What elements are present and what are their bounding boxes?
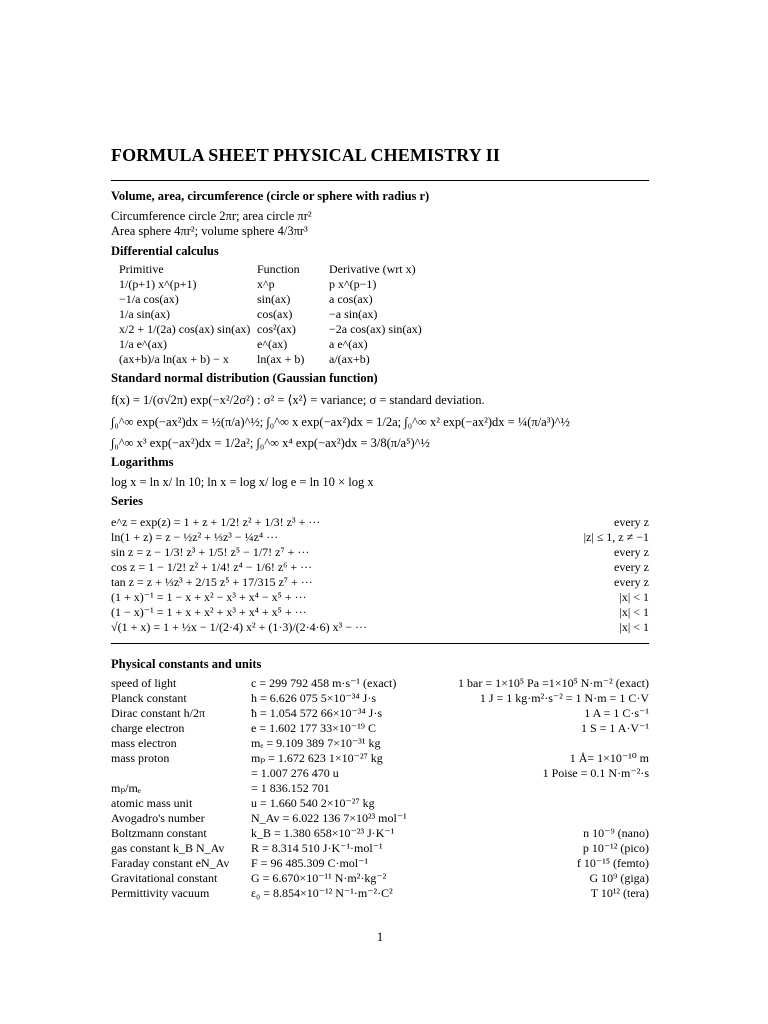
unit-note: f 10⁻¹⁵ (femto) [576,856,649,870]
constant-row [111,751,649,765]
section-heading-volume: Volume, area, circumference (circle or sphere with radius r) [111,189,430,203]
table-row [111,307,649,321]
constant-value: ε₀ = 8.854×10⁻¹² N⁻¹·m⁻²·C² [251,886,393,900]
primitive-cell: −1/a cos(ax) [119,292,179,306]
formula-line: Area sphere 4πr²; volume sphere 4/3πr³ [111,224,308,238]
column-header-function: Function [257,262,300,276]
series-condition: every z [614,545,649,559]
constant-value: mₚ = 1.672 623 1×10⁻²⁷ kg [251,751,383,765]
unit-note: 1 S = 1 A·V⁻¹ [580,721,649,735]
constant-row [111,706,649,720]
divider [111,180,649,181]
constant-name: mass proton [111,751,170,765]
formula-line: log x = ln x/ ln 10; ln x = log x/ log e = ln 10 × log x [111,475,374,489]
constant-value: h = 6.626 075 5×10⁻³⁴ J·s [251,691,376,705]
constant-name: atomic mass unit [111,796,193,810]
formula-line: f(x) = 1/(σ√2π) exp(−x²/2σ²) : σ² = ⟨x²⟩ = variance; σ = standard deviation. [111,393,485,407]
derivative-cell: p x^(p−1) [329,277,377,291]
table-header-row [111,262,649,276]
series-condition: |z| ≤ 1, z ≠ −1 [583,530,649,544]
constant-value: mₑ = 9.109 389 7×10⁻³¹ kg [251,736,381,750]
series-row [111,530,649,544]
series-row [111,590,649,604]
constant-row [111,811,649,825]
constant-name: mass electron [111,736,177,750]
unit-note: T 10¹² (tera) [590,886,649,900]
constant-row [111,781,649,795]
derivative-cell: a cos(ax) [329,292,373,306]
formula-line: ∫₀^∞ exp(−ax²)dx = ½(π/a)^½; ∫₀^∞ x exp(−ax²)dx = 1/2a; ∫₀^∞ x² exp(−ax²)dx = ¼(π/a³)^½ [111,415,570,429]
unit-note: 1 Å= 1×10⁻¹⁰ m [569,751,649,765]
page-number: 1 [376,930,384,944]
constant-value: F = 96 485.309 C·mol⁻¹ [251,856,369,870]
formula-line: Circumference circle 2πr; area circle πr² [111,209,312,223]
constant-value: ħ = 1.054 572 66×10⁻³⁴ J·s [251,706,382,720]
constant-name: Planck constant [111,691,187,705]
series-condition: |x| < 1 [619,605,649,619]
constant-value: c = 299 792 458 m·s⁻¹ (exact) [251,676,397,690]
primitive-cell: 1/a e^(ax) [119,337,167,351]
series-formula: (1 − x)⁻¹ = 1 + x + x² + x³ + x⁴ + x⁵ + ··· [111,605,307,619]
series-formula: √(1 + x) = 1 + ½x − 1/(2·4) x² + (1·3)/(2·4·6) x³ − ··· [111,620,367,634]
series-row [111,575,649,589]
constant-row [111,871,649,885]
constant-name: Gravitational constant [111,871,218,885]
function-cell: ln(ax + b) [257,352,305,366]
table-row [111,337,649,351]
constant-name: Avogadro's number [111,811,205,825]
constant-row [111,826,649,840]
series-row [111,605,649,619]
primitive-cell: 1/a sin(ax) [119,307,170,321]
derivative-cell: −2a cos(ax) sin(ax) [329,322,422,336]
table-row [111,352,649,366]
series-condition: |x| < 1 [619,620,649,634]
constant-row [111,796,649,810]
unit-note: G 10⁹ (giga) [589,871,649,885]
column-header-primitive: Primitive [119,262,164,276]
column-header-derivative: Derivative (wrt x) [329,262,416,276]
table-row [111,277,649,291]
divider [111,643,649,644]
series-row [111,515,649,529]
constant-value: = 1.007 276 470 u [251,766,339,780]
series-formula: cos z = 1 − 1/2! z² + 1/4! z⁴ − 1/6! z⁶ + ··· [111,560,313,574]
constant-value: e = 1.602 177 33×10⁻¹⁹ C [251,721,376,735]
table-row [111,322,649,336]
series-formula: (1 + x)⁻¹ = 1 − x + x² − x³ + x⁴ − x⁵ + ··· [111,590,307,604]
constant-row [111,721,649,735]
series-formula: sin z = z − 1/3! z³ + 1/5! z⁵ − 1/7! z⁷ + ··· [111,545,310,559]
derivative-cell: −a sin(ax) [329,307,378,321]
constant-value: u = 1.660 540 2×10⁻²⁷ kg [251,796,375,810]
derivative-cell: a e^(ax) [329,337,368,351]
series-formula: e^z = exp(z) = 1 + z + 1/2! z² + 1/3! z³ + ··· [111,515,321,529]
function-cell: e^(ax) [257,337,288,351]
section-heading-differential: Differential calculus [111,244,219,258]
constant-name: Dirac constant h/2π [111,706,206,720]
constant-name: charge electron [111,721,185,735]
section-heading-series: Series [111,494,143,508]
constant-value: k_B = 1.380 658×10⁻²³ J·K⁻¹ [251,826,395,840]
constant-value: N_Av = 6.022 136 7×10²³ mol⁻¹ [251,811,407,825]
constant-row [111,886,649,900]
unit-note: 1 Poise = 0.1 N·m⁻²·s [542,766,649,780]
unit-note: 1 J = 1 kg·m²·s⁻² = 1 N·m = 1 C·V [479,691,649,705]
unit-note: 1 bar = 1×10⁵ Pa =1×10⁵ N·m⁻² (exact) [458,676,649,690]
constant-row [111,691,649,705]
constant-value: G = 6.670×10⁻¹¹ N·m²·kg⁻² [251,871,387,885]
table-row [111,292,649,306]
constant-name: speed of light [111,676,177,690]
primitive-cell: 1/(p+1) x^(p+1) [119,277,197,291]
constant-name: mₚ/mₑ [111,781,141,795]
section-heading-gaussian: Standard normal distribution (Gaussian function) [111,371,378,385]
constant-row [111,676,649,690]
section-heading-constants: Physical constants and units [111,657,262,671]
derivative-cell: a/(ax+b) [329,352,370,366]
constant-value: = 1 836.152 701 [251,781,330,795]
unit-note: 1 A = 1 C·s⁻¹ [584,706,649,720]
series-condition: |x| < 1 [619,590,649,604]
formula-line: ∫₀^∞ x³ exp(−ax²)dx = 1/2a²; ∫₀^∞ x⁴ exp(−ax²)dx = 3/8(π/a⁵)^½ [111,436,430,450]
function-cell: cos²(ax) [257,322,296,336]
unit-note: n 10⁻⁹ (nano) [583,826,649,840]
primitive-cell: x/2 + 1/(2a) cos(ax) sin(ax) [119,322,251,336]
function-cell: cos(ax) [257,307,293,321]
constant-row [111,841,649,855]
constant-name: gas constant k_B N_Av [111,841,225,855]
constant-name: Boltzmann constant [111,826,207,840]
series-row [111,560,649,574]
function-cell: sin(ax) [257,292,291,306]
series-formula: ln(1 + z) = z − ½z² + ⅓z³ − ¼z⁴ ··· [111,530,279,544]
series-condition: every z [614,575,649,589]
constant-row [111,856,649,870]
constant-row [111,766,649,780]
constant-name: Faraday constant eN_Av [111,856,230,870]
function-cell: x^p [257,277,275,291]
primitive-cell: (ax+b)/a ln(ax + b) − x [119,352,229,366]
constant-name: Permittivity vacuum [111,886,210,900]
section-heading-logarithms: Logarithms [111,455,174,469]
series-row [111,545,649,559]
constant-row [111,736,649,750]
unit-note: p 10⁻¹² (pico) [582,841,649,855]
page-title: FORMULA SHEET PHYSICAL CHEMISTRY II [111,145,500,165]
series-condition: every z [614,515,649,529]
constant-value: R = 8.314 510 J·K⁻¹·mol⁻¹ [251,841,383,855]
series-condition: every z [614,560,649,574]
series-row [111,620,649,634]
series-formula: tan z = z + ⅓z³ + 2/15 z⁵ + 17/315 z⁷ + ··· [111,575,313,589]
